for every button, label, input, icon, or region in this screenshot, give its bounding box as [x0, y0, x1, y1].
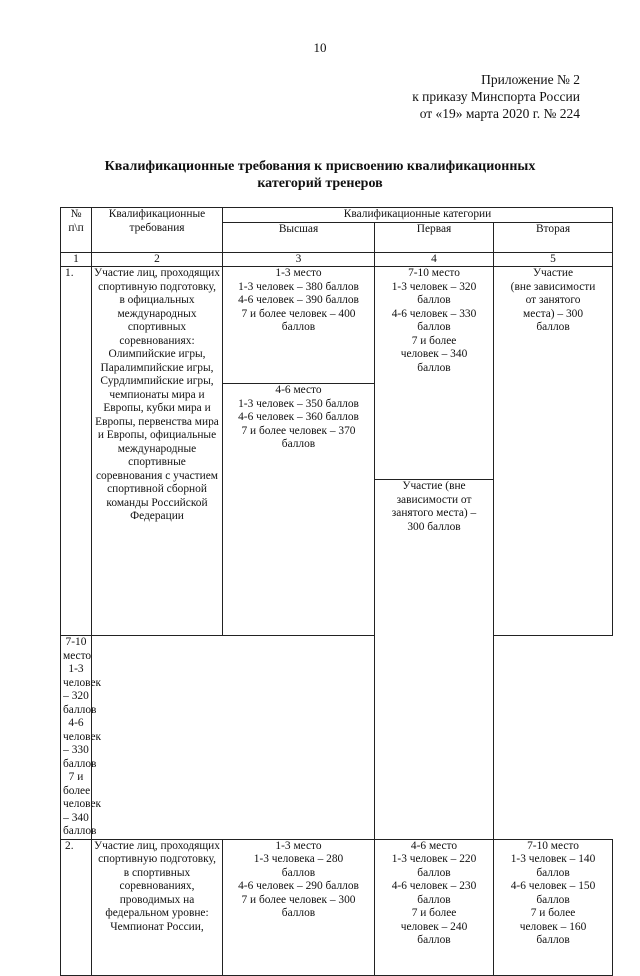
cell-line: баллов [281, 321, 316, 333]
cell-line: 1-3 место [275, 839, 322, 852]
row-1-highest-c [61, 636, 102, 840]
qualification-table [60, 207, 613, 976]
table-row-1a [61, 267, 613, 384]
cell-line: баллов [536, 893, 570, 906]
header-row-1 [61, 208, 613, 223]
cell-line: 1-3 человек – 320 баллов [63, 663, 102, 716]
cell-line: 7 и более [63, 771, 91, 797]
cell-line: баллов [417, 321, 451, 333]
table-row-2 [61, 839, 613, 975]
cell-line: (вне зависимости [510, 280, 596, 293]
header-num-line-1: № [70, 208, 82, 220]
row-1-first-a [375, 267, 494, 480]
cell-line: 7 и более [411, 907, 457, 919]
cell-line: 7 и более [530, 907, 576, 919]
cell-line: 4-6 человек – 360 баллов [238, 411, 359, 423]
cell-line: человек – 340 [400, 348, 468, 360]
cell-line: занятого места) – [391, 507, 477, 519]
title-line-1: Квалификационные требования к присвоению квалификационных [104, 159, 536, 174]
cell-line: баллов [417, 934, 451, 946]
row-2-num: 2. [61, 839, 92, 975]
cell-line: места) – 300 [522, 307, 584, 320]
cell-line: баллов [536, 321, 570, 333]
column-number-row [61, 252, 613, 267]
cell-line: баллов [417, 866, 451, 879]
cell-line: баллов [281, 907, 316, 919]
cell-line: 4-6 человек – 290 баллов [238, 880, 359, 892]
header-requirements [92, 208, 223, 253]
cell-line: 1-3 человека – 280 [253, 853, 344, 865]
col-number-1: 1 [61, 252, 92, 267]
row-1-second [494, 267, 613, 636]
row-1-first-b [375, 480, 494, 840]
cell-line: 1-3 человек – 320 [391, 280, 477, 293]
row-2-highest [223, 839, 375, 975]
col-number-2: 2 [92, 252, 223, 267]
annex-line-1: Приложение № 2 [481, 72, 580, 87]
cell-line: 4-6 место [410, 839, 458, 852]
cell-line: баллов [417, 294, 451, 306]
cell-line: 7 и более человек – 370 [241, 424, 356, 437]
header-req-line-2: требования [129, 221, 185, 234]
table-row-1d [61, 636, 613, 840]
cell-line: человек – 160 [519, 920, 587, 933]
cell-line: 7-10 место [408, 267, 460, 279]
cell-line: 4-6 человек – 330 [391, 307, 477, 320]
cell-line: 4-6 человек – 230 [391, 880, 477, 892]
cell-line: 1-3 человек – 380 баллов [238, 280, 359, 293]
cell-line: 7-10 место [527, 839, 579, 852]
col-number-5: 5 [494, 252, 613, 267]
cell-line: Участие (вне [402, 480, 466, 492]
header-categories: Квалификационные категории [223, 208, 613, 223]
cell-line: 4-6 человек – 390 баллов [238, 294, 359, 306]
document-title [60, 158, 580, 192]
title-line-2: категорий тренеров [257, 176, 383, 191]
row-1-num: 1. [61, 267, 92, 636]
cell-line: 1-3 человек – 220 [391, 853, 477, 865]
cell-line: 7-10 место [63, 636, 92, 662]
cell-line: человек – 340 баллов [63, 798, 102, 837]
header-second: Вторая [494, 222, 613, 252]
row-1-highest-b [223, 384, 375, 636]
cell-line: баллов [281, 866, 316, 879]
cell-line: человек – 240 [400, 920, 468, 933]
cell-line: баллов [536, 866, 570, 879]
cell-line: баллов [536, 934, 570, 946]
cell-line: Участие [532, 267, 574, 279]
header-highest: Высшая [223, 222, 375, 252]
page-number: 10 [313, 40, 327, 55]
cell-line: баллов [417, 893, 451, 906]
col-number-3: 3 [223, 252, 375, 267]
cell-line: от занятого [525, 294, 581, 306]
annex-header [412, 71, 580, 122]
cell-line: зависимости от [396, 493, 472, 506]
header-num-line-2: п\п [68, 221, 84, 234]
header-req-line-1: Квалификационные [108, 208, 206, 220]
header-num [61, 208, 92, 253]
row-2-requirement: Участие лиц, проходящих спортивную подготовку, в спортивных соревнованиях, проводимых на федеральном уровне: Чемпионат России, [92, 839, 223, 975]
cell-line: баллов [417, 361, 451, 374]
cell-line: 1-3 человек – 140 [510, 853, 596, 865]
row-2-second [494, 839, 613, 975]
col-number-4: 4 [375, 252, 494, 267]
cell-line: 7 и более человек – 400 [241, 307, 356, 320]
row-2-first [375, 839, 494, 975]
annex-line-3: от «19» марта 2020 г. № 224 [419, 106, 580, 121]
cell-line: 7 и более [411, 334, 457, 347]
cell-line: 4-6 человек – 150 [510, 880, 596, 892]
row-1-highest-a [223, 267, 375, 384]
cell-line: 7 и более человек – 300 [241, 893, 356, 906]
cell-line: 4-6 человек – 330 баллов [63, 717, 102, 770]
row-1-requirement: Участие лиц, проходящих спортивную подготовку, в официальных международных спортивных соревнованиях: Олимпийские игры, Паралимпийские игры, Сурдлимпийские игры, чемпионаты мира и Европы, кубки мира и Европы, первенства мира и Европы, официальные международные спортивные соревнования с участием спортивной сборной команды Российской Федерации [92, 267, 223, 636]
cell-line: 1-3 место [275, 267, 322, 279]
annex-line-2: к приказу Минспорта России [412, 89, 580, 104]
header-first: Первая [375, 222, 494, 252]
cell-line: баллов [281, 438, 316, 450]
cell-line: 4-6 место [275, 384, 322, 396]
cell-line: 300 баллов [407, 520, 461, 533]
cell-line: 1-3 человек – 350 баллов [238, 397, 359, 410]
